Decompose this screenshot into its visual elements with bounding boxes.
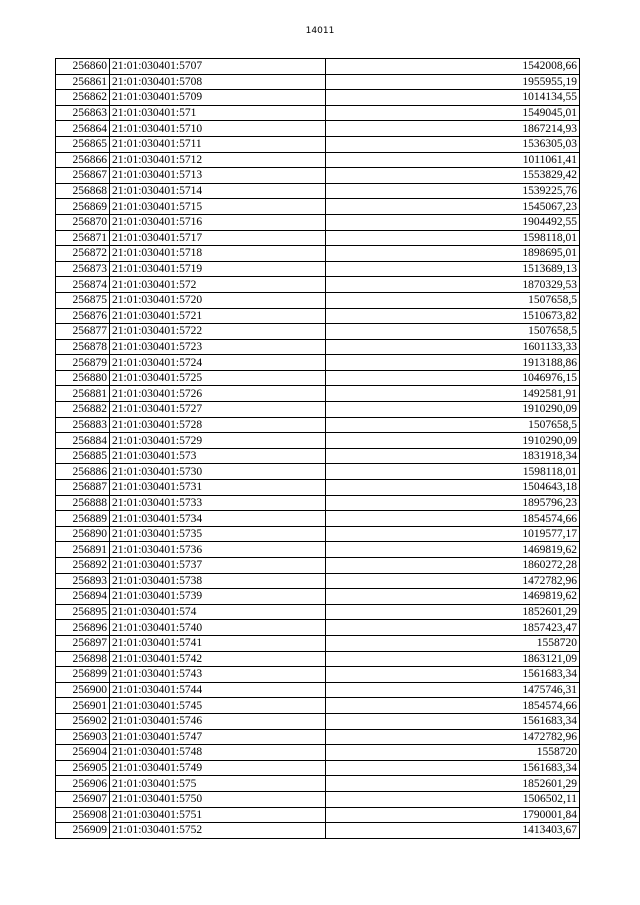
table-body bbox=[56, 59, 580, 839]
cadastral-number-cell: 21:01:030401:5716 bbox=[110, 214, 326, 230]
row-number-cell: 256909 bbox=[56, 823, 110, 839]
cadastral-value-cell: 1504643,18 bbox=[326, 480, 580, 496]
table-row bbox=[56, 729, 580, 745]
table-row bbox=[56, 698, 580, 714]
table-row bbox=[56, 776, 580, 792]
table-row bbox=[56, 604, 580, 620]
row-number-cell: 256863 bbox=[56, 105, 110, 121]
table-row bbox=[56, 199, 580, 215]
row-number-cell: 256874 bbox=[56, 277, 110, 293]
cadastral-number-cell: 21:01:030401:5745 bbox=[110, 698, 326, 714]
cadastral-number-cell: 21:01:030401:5717 bbox=[110, 230, 326, 246]
row-number-cell: 256885 bbox=[56, 448, 110, 464]
cadastral-value-cell: 1790001,84 bbox=[326, 807, 580, 823]
table-row bbox=[56, 480, 580, 496]
cadastral-number-cell: 21:01:030401:5713 bbox=[110, 168, 326, 184]
table-row bbox=[56, 745, 580, 761]
cadastral-value-cell: 1558720 bbox=[326, 635, 580, 651]
cadastral-number-cell: 21:01:030401:5707 bbox=[110, 59, 326, 75]
table-row bbox=[56, 511, 580, 527]
row-number-cell: 256884 bbox=[56, 433, 110, 449]
row-number-cell: 256908 bbox=[56, 807, 110, 823]
cadastral-number-cell: 21:01:030401:5715 bbox=[110, 199, 326, 215]
cadastral-value-cell: 1955955,19 bbox=[326, 74, 580, 90]
cadastral-number-cell: 21:01:030401:5714 bbox=[110, 183, 326, 199]
cadastral-value-cell: 1539225,76 bbox=[326, 183, 580, 199]
table-row bbox=[56, 74, 580, 90]
cadastral-value-cell: 1831918,34 bbox=[326, 448, 580, 464]
row-number-cell: 256888 bbox=[56, 495, 110, 511]
cadastral-number-cell: 21:01:030401:5718 bbox=[110, 246, 326, 262]
cadastral-value-cell: 1558720 bbox=[326, 745, 580, 761]
table-row bbox=[56, 292, 580, 308]
cadastral-value-cell: 1852601,29 bbox=[326, 776, 580, 792]
row-number-cell: 256890 bbox=[56, 526, 110, 542]
cadastral-value-cell: 1492581,91 bbox=[326, 386, 580, 402]
cadastral-number-cell: 21:01:030401:5712 bbox=[110, 152, 326, 168]
cadastral-value-cell: 1475746,31 bbox=[326, 682, 580, 698]
cadastral-value-cell: 1910290,09 bbox=[326, 402, 580, 418]
cadastral-value-cell: 1601133,33 bbox=[326, 339, 580, 355]
cadastral-value-cell: 1019577,17 bbox=[326, 526, 580, 542]
cadastral-number-cell: 21:01:030401:5720 bbox=[110, 292, 326, 308]
cadastral-value-cell: 1561683,34 bbox=[326, 760, 580, 776]
cadastral-value-cell: 1852601,29 bbox=[326, 604, 580, 620]
row-number-cell: 256861 bbox=[56, 74, 110, 90]
cadastral-value-cell: 1598118,01 bbox=[326, 230, 580, 246]
row-number-cell: 256871 bbox=[56, 230, 110, 246]
cadastral-value-table bbox=[55, 58, 580, 839]
cadastral-value-cell: 1863121,09 bbox=[326, 651, 580, 667]
cadastral-value-cell: 1507658,5 bbox=[326, 417, 580, 433]
row-number-cell: 256895 bbox=[56, 604, 110, 620]
cadastral-value-cell: 1904492,55 bbox=[326, 214, 580, 230]
cadastral-value-cell: 1469819,62 bbox=[326, 542, 580, 558]
cadastral-value-cell: 1545067,23 bbox=[326, 199, 580, 215]
table-row bbox=[56, 402, 580, 418]
table-row bbox=[56, 246, 580, 262]
row-number-cell: 256899 bbox=[56, 667, 110, 683]
table-row bbox=[56, 495, 580, 511]
row-number-cell: 256903 bbox=[56, 729, 110, 745]
cadastral-number-cell: 21:01:030401:5750 bbox=[110, 791, 326, 807]
page-number: 14011 bbox=[305, 26, 335, 36]
cadastral-number-cell: 21:01:030401:574 bbox=[110, 604, 326, 620]
table-row bbox=[56, 230, 580, 246]
table-row bbox=[56, 807, 580, 823]
row-number-cell: 256896 bbox=[56, 620, 110, 636]
table-row bbox=[56, 542, 580, 558]
table-row bbox=[56, 635, 580, 651]
cadastral-number-cell: 21:01:030401:5721 bbox=[110, 308, 326, 324]
table-row bbox=[56, 59, 580, 75]
row-number-cell: 256894 bbox=[56, 589, 110, 605]
cadastral-number-cell: 21:01:030401:5710 bbox=[110, 121, 326, 137]
cadastral-number-cell: 21:01:030401:5742 bbox=[110, 651, 326, 667]
cadastral-number-cell: 21:01:030401:5726 bbox=[110, 386, 326, 402]
table-row bbox=[56, 90, 580, 106]
row-number-cell: 256902 bbox=[56, 713, 110, 729]
cadastral-number-cell: 21:01:030401:5727 bbox=[110, 402, 326, 418]
cadastral-value-cell: 1870329,53 bbox=[326, 277, 580, 293]
cadastral-number-cell: 21:01:030401:5731 bbox=[110, 480, 326, 496]
cadastral-value-cell: 1867214,93 bbox=[326, 121, 580, 137]
row-number-cell: 256867 bbox=[56, 168, 110, 184]
cadastral-value-cell: 1553829,42 bbox=[326, 168, 580, 184]
cadastral-number-cell: 21:01:030401:5741 bbox=[110, 635, 326, 651]
cadastral-number-cell: 21:01:030401:5752 bbox=[110, 823, 326, 839]
row-number-cell: 256878 bbox=[56, 339, 110, 355]
cadastral-number-cell: 21:01:030401:5719 bbox=[110, 261, 326, 277]
row-number-cell: 256889 bbox=[56, 511, 110, 527]
table-row bbox=[56, 651, 580, 667]
row-number-cell: 256879 bbox=[56, 355, 110, 371]
cadastral-value-cell: 1895796,23 bbox=[326, 495, 580, 511]
row-number-cell: 256900 bbox=[56, 682, 110, 698]
row-number-cell: 256860 bbox=[56, 59, 110, 75]
cadastral-number-cell: 21:01:030401:5749 bbox=[110, 760, 326, 776]
table-row bbox=[56, 526, 580, 542]
table-row bbox=[56, 324, 580, 340]
table-row bbox=[56, 417, 580, 433]
row-number-cell: 256893 bbox=[56, 573, 110, 589]
table-row bbox=[56, 370, 580, 386]
table-row bbox=[56, 433, 580, 449]
cadastral-value-cell: 1561683,34 bbox=[326, 713, 580, 729]
row-number-cell: 256862 bbox=[56, 90, 110, 106]
table-row bbox=[56, 573, 580, 589]
row-number-cell: 256865 bbox=[56, 136, 110, 152]
cadastral-number-cell: 21:01:030401:571 bbox=[110, 105, 326, 121]
table-row bbox=[56, 214, 580, 230]
cadastral-number-cell: 21:01:030401:5730 bbox=[110, 464, 326, 480]
row-number-cell: 256869 bbox=[56, 199, 110, 215]
cadastral-number-cell: 21:01:030401:5734 bbox=[110, 511, 326, 527]
cadastral-number-cell: 21:01:030401:573 bbox=[110, 448, 326, 464]
cadastral-number-cell: 21:01:030401:5740 bbox=[110, 620, 326, 636]
cadastral-number-cell: 21:01:030401:5748 bbox=[110, 745, 326, 761]
cadastral-number-cell: 21:01:030401:5746 bbox=[110, 713, 326, 729]
cadastral-value-cell: 1910290,09 bbox=[326, 433, 580, 449]
cadastral-value-cell: 1469819,62 bbox=[326, 589, 580, 605]
table-row bbox=[56, 277, 580, 293]
cadastral-number-cell: 21:01:030401:5711 bbox=[110, 136, 326, 152]
row-number-cell: 256883 bbox=[56, 417, 110, 433]
cadastral-value-cell: 1549045,01 bbox=[326, 105, 580, 121]
cadastral-number-cell: 21:01:030401:5751 bbox=[110, 807, 326, 823]
table-row bbox=[56, 464, 580, 480]
row-number-cell: 256907 bbox=[56, 791, 110, 807]
cadastral-number-cell: 21:01:030401:5725 bbox=[110, 370, 326, 386]
cadastral-value-cell: 1854574,66 bbox=[326, 511, 580, 527]
row-number-cell: 256876 bbox=[56, 308, 110, 324]
table-row bbox=[56, 713, 580, 729]
cadastral-number-cell: 21:01:030401:5723 bbox=[110, 339, 326, 355]
row-number-cell: 256881 bbox=[56, 386, 110, 402]
row-number-cell: 256875 bbox=[56, 292, 110, 308]
cadastral-value-cell: 1510673,82 bbox=[326, 308, 580, 324]
row-number-cell: 256872 bbox=[56, 246, 110, 262]
table-row bbox=[56, 448, 580, 464]
cadastral-number-cell: 21:01:030401:5724 bbox=[110, 355, 326, 371]
cadastral-value-cell: 1507658,5 bbox=[326, 292, 580, 308]
cadastral-value-cell: 1472782,96 bbox=[326, 729, 580, 745]
cadastral-value-cell: 1011061,41 bbox=[326, 152, 580, 168]
cadastral-number-cell: 21:01:030401:5722 bbox=[110, 324, 326, 340]
table-row bbox=[56, 168, 580, 184]
cadastral-value-cell: 1014134,55 bbox=[326, 90, 580, 106]
cadastral-number-cell: 21:01:030401:5747 bbox=[110, 729, 326, 745]
cadastral-number-cell: 21:01:030401:572 bbox=[110, 277, 326, 293]
row-number-cell: 256906 bbox=[56, 776, 110, 792]
row-number-cell: 256887 bbox=[56, 480, 110, 496]
row-number-cell: 256892 bbox=[56, 558, 110, 574]
cadastral-value-cell: 1507658,5 bbox=[326, 324, 580, 340]
table-row bbox=[56, 261, 580, 277]
table-row bbox=[56, 355, 580, 371]
cadastral-value-cell: 1413403,67 bbox=[326, 823, 580, 839]
table-row bbox=[56, 308, 580, 324]
table-row bbox=[56, 386, 580, 402]
cadastral-value-cell: 1536305,03 bbox=[326, 136, 580, 152]
row-number-cell: 256886 bbox=[56, 464, 110, 480]
table-row bbox=[56, 339, 580, 355]
row-number-cell: 256904 bbox=[56, 745, 110, 761]
cadastral-value-cell: 1472782,96 bbox=[326, 573, 580, 589]
table-row bbox=[56, 682, 580, 698]
row-number-cell: 256870 bbox=[56, 214, 110, 230]
cadastral-number-cell: 21:01:030401:5733 bbox=[110, 495, 326, 511]
cadastral-value-cell: 1860272,28 bbox=[326, 558, 580, 574]
row-number-cell: 256877 bbox=[56, 324, 110, 340]
cadastral-value-cell: 1506502,11 bbox=[326, 791, 580, 807]
cadastral-number-cell: 21:01:030401:5737 bbox=[110, 558, 326, 574]
table-row bbox=[56, 791, 580, 807]
table-row bbox=[56, 152, 580, 168]
row-number-cell: 256866 bbox=[56, 152, 110, 168]
cadastral-value-cell: 1561683,34 bbox=[326, 667, 580, 683]
cadastral-number-cell: 21:01:030401:5709 bbox=[110, 90, 326, 106]
cadastral-number-cell: 21:01:030401:5728 bbox=[110, 417, 326, 433]
row-number-cell: 256898 bbox=[56, 651, 110, 667]
cadastral-number-cell: 21:01:030401:5738 bbox=[110, 573, 326, 589]
row-number-cell: 256868 bbox=[56, 183, 110, 199]
table-row bbox=[56, 105, 580, 121]
cadastral-number-cell: 21:01:030401:575 bbox=[110, 776, 326, 792]
row-number-cell: 256901 bbox=[56, 698, 110, 714]
row-number-cell: 256880 bbox=[56, 370, 110, 386]
cadastral-value-cell: 1513689,13 bbox=[326, 261, 580, 277]
cadastral-number-cell: 21:01:030401:5739 bbox=[110, 589, 326, 605]
table-row bbox=[56, 136, 580, 152]
row-number-cell: 256882 bbox=[56, 402, 110, 418]
cadastral-value-cell: 1898695,01 bbox=[326, 246, 580, 262]
row-number-cell: 256873 bbox=[56, 261, 110, 277]
table-row bbox=[56, 121, 580, 137]
table-row bbox=[56, 558, 580, 574]
cadastral-number-cell: 21:01:030401:5735 bbox=[110, 526, 326, 542]
row-number-cell: 256891 bbox=[56, 542, 110, 558]
cadastral-value-cell: 1542008,66 bbox=[326, 59, 580, 75]
cadastral-number-cell: 21:01:030401:5743 bbox=[110, 667, 326, 683]
cadastral-value-cell: 1046976,15 bbox=[326, 370, 580, 386]
cadastral-value-cell: 1854574,66 bbox=[326, 698, 580, 714]
cadastral-number-cell: 21:01:030401:5736 bbox=[110, 542, 326, 558]
cadastral-number-cell: 21:01:030401:5729 bbox=[110, 433, 326, 449]
cadastral-number-cell: 21:01:030401:5744 bbox=[110, 682, 326, 698]
cadastral-number-cell: 21:01:030401:5708 bbox=[110, 74, 326, 90]
table-row bbox=[56, 823, 580, 839]
table-row bbox=[56, 589, 580, 605]
row-number-cell: 256905 bbox=[56, 760, 110, 776]
row-number-cell: 256864 bbox=[56, 121, 110, 137]
cadastral-value-cell: 1857423,47 bbox=[326, 620, 580, 636]
row-number-cell: 256897 bbox=[56, 635, 110, 651]
table-row bbox=[56, 760, 580, 776]
table-row bbox=[56, 620, 580, 636]
cadastral-value-cell: 1913188,86 bbox=[326, 355, 580, 371]
cadastral-value-cell: 1598118,01 bbox=[326, 464, 580, 480]
table-row bbox=[56, 183, 580, 199]
table-row bbox=[56, 667, 580, 683]
